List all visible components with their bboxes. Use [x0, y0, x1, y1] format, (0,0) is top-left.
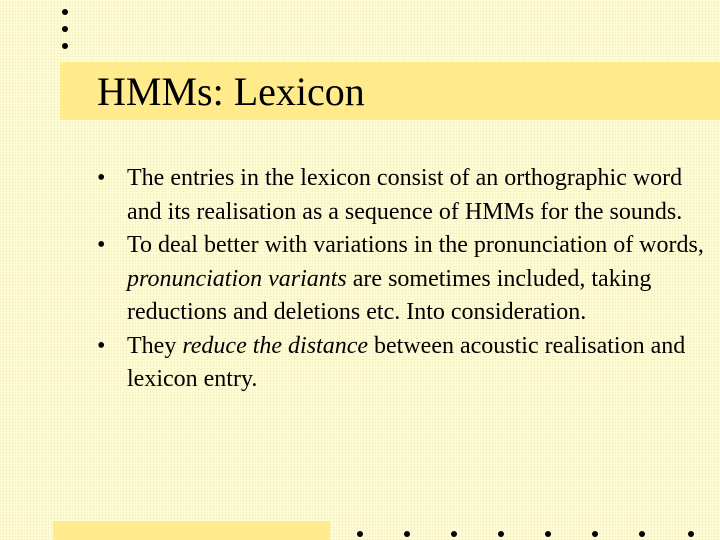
- bullet-marker: •: [97, 165, 106, 191]
- decorative-dot: [404, 531, 410, 537]
- decorative-dot: [62, 43, 68, 49]
- decorative-dot: [545, 531, 551, 537]
- bullet-marker: •: [97, 332, 106, 359]
- bullet-text: They: [127, 332, 183, 359]
- decorative-dot: [592, 531, 598, 537]
- footer-band: [53, 521, 330, 540]
- bullet-item: [97, 330, 717, 397]
- bullet-emphasis: reduce the distance: [182, 332, 369, 359]
- decorative-dot: [62, 26, 68, 32]
- bullet-list: [97, 162, 717, 397]
- decorative-dot: [498, 531, 504, 537]
- bullet-text: To deal better with variations in the pronunciation of words,: [127, 232, 704, 258]
- decorative-dot: [688, 531, 694, 537]
- bullet-text: between acoustic realisation and lexicon entry.: [127, 332, 686, 392]
- decorative-dot: [451, 531, 457, 537]
- bullet-item: [97, 229, 717, 330]
- bullet-text: are sometimes included, taking reductions and deletions etc. Into consideration.: [127, 265, 652, 325]
- decorative-dot: [357, 531, 363, 537]
- bullet-marker: •: [97, 232, 106, 258]
- bullet-text: The entries in the lexicon consist of an orthographic word and its realisation as a sequence of HMMs for the sounds.: [127, 165, 683, 225]
- bullet-item: [97, 162, 717, 229]
- decorative-dot: [639, 531, 645, 537]
- decorative-dot: [62, 9, 68, 15]
- slide-title: HMMs: Lexicon: [97, 69, 365, 114]
- bullet-emphasis: pronunciation variants: [127, 265, 347, 292]
